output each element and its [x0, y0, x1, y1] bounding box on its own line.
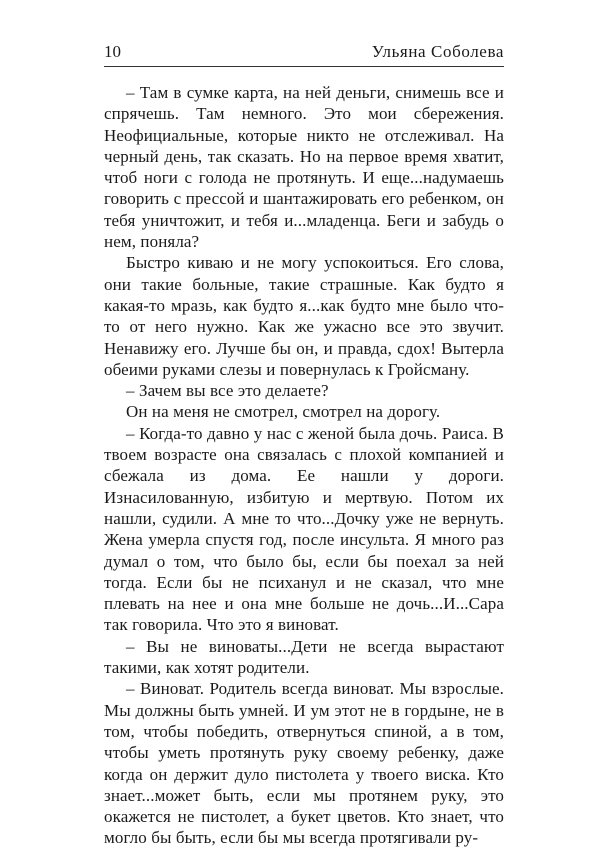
paragraph: – Виноват. Родитель всегда виноват. Мы взрослые. Мы должны быть умней. И ум этот не в гордыне, не в том, чтобы победить, отвернуться спиной, а в том, чтобы уметь протянуть руку своему ребенку, даже когда он держит дуло пистолета у твоего виска. Кто знает...может быть, если мы протянем руку, это окажется не пистолет, а букет цветов. Кто знает, что могло бы быть, если бы мы всегда протягивали ру- — [104, 679, 504, 848]
paragraph: – Вы не виноваты...Дети не всегда вырастают такими, как хотят родители. — [104, 636, 504, 678]
paragraph: – Зачем вы все это делаете? — [126, 381, 329, 401]
paragraph: Быстро киваю и не могу успокоиться. Его слова, они такие больные, такие страшные. Как будто я какая-то мразь, как будто я...как будто мне было что-то от него нужно. Как же ужасно все это звучит. Ненавижу его. Лучше бы он, и правда, сдох! Вытерла обеими руками слезы и повернулась к Гройсману. — [104, 253, 504, 379]
paragraph: Он на меня не смотрел, смотрел на дорогу. — [126, 402, 441, 422]
running-head-author: Ульяна Соболева — [371, 42, 504, 61]
page-number: 10 — [104, 42, 121, 61]
header-rule — [104, 66, 504, 67]
paragraph: – Когда-то давно у нас с женой была дочь. Раиса. В твоем возрасте она связалась с плохой компанией и сбежала из дома. Ее нашли у дороги. Изнасилованную, избитую и мертвую. Потом их нашли, судили. А мне то что...Дочку уже не вернуть. Жена умерла спустя год, после инсульта. Я много раз думал о том, что было бы, если бы поехал за ней тогда. Если бы не психанул и не сказал, что мне плевать на нее и она мне больше не дочь...И...Сара так говорила. Что это я виноват. — [104, 423, 504, 635]
paragraph: – Там в сумке карта, на ней деньги, снимешь все и спрячешь. Там немного. Это мои сбережения. Неофициальные, которые никто не отслеживал. На черный день, так сказать. Но на первое время хватит, чтоб ноги с голода не протянуть. И еще...надумаешь говорить с прессой и шантажировать его ребенком, он тебя уничтожит, и тебя и...младенца. Беги и забудь о нем, поняла? — [104, 83, 504, 252]
page-header — [104, 42, 504, 64]
body-text — [104, 82, 504, 849]
